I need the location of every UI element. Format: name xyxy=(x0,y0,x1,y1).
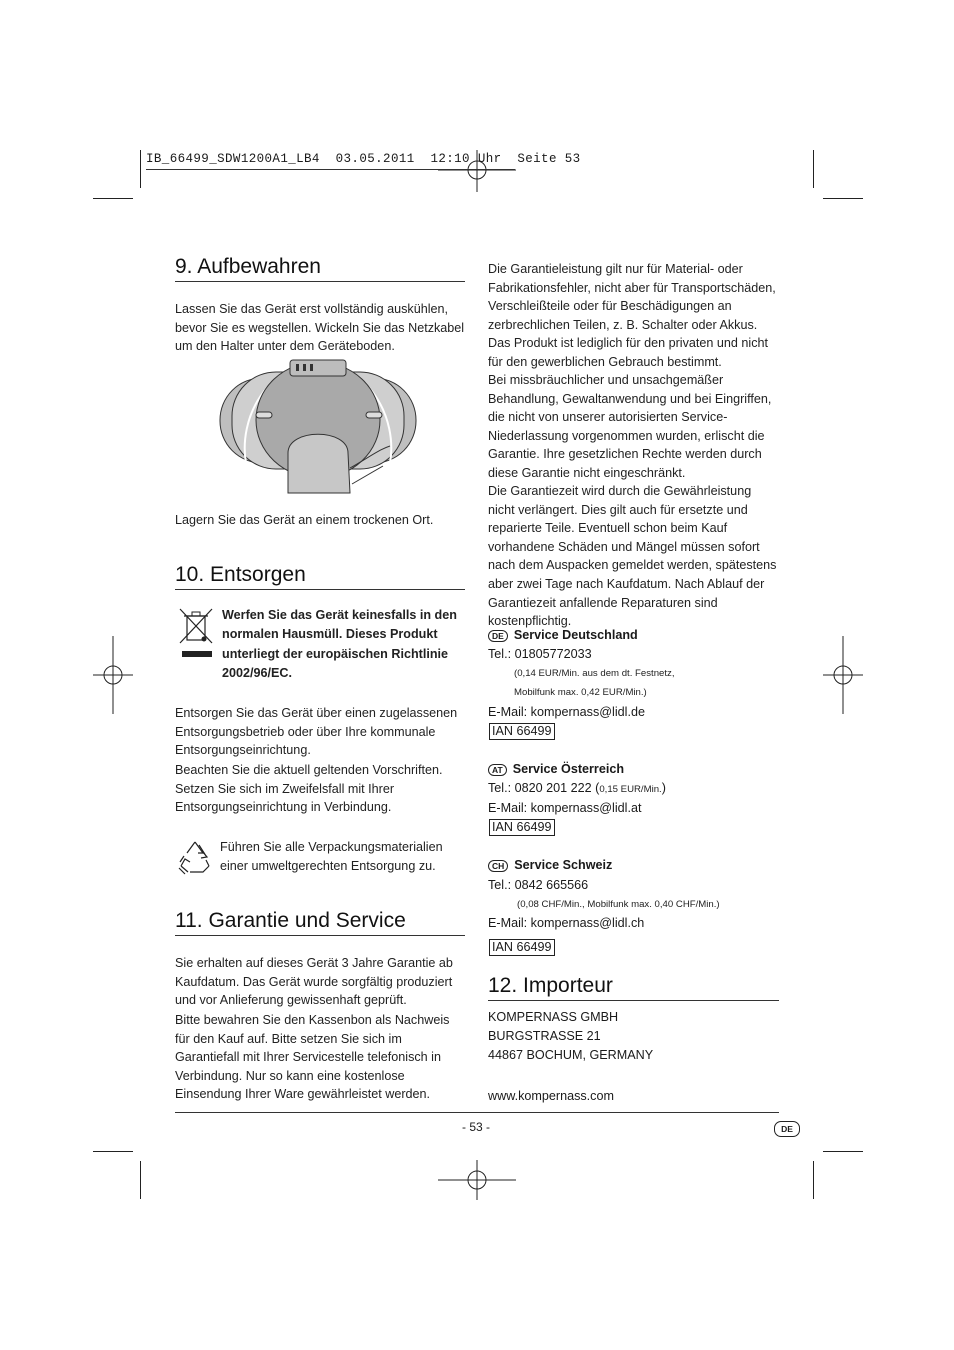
registration-mark-icon xyxy=(823,636,863,714)
section-title-disposal: 10. Entsorgen xyxy=(175,563,306,586)
section-rule xyxy=(488,1000,779,1001)
section-title-warranty: 11. Garantie und Service xyxy=(175,909,406,932)
service-de-rate: (0,14 EUR/Min. aus dem dt. Festnetz, xyxy=(514,668,675,679)
importer-website: www.kompernass.com xyxy=(488,1089,614,1103)
disposal-paragraph: Entsorgen Sie das Gerät über einen zugelassenen Entsorgungsbetrieb oder über Ihre kommunale Entsorgungseinrichtung. xyxy=(175,706,458,758)
slug-rule xyxy=(146,169,515,170)
service-ch-phone: Tel.: 0842 665566 xyxy=(488,878,589,892)
warranty-paragraph-2: Bitte bewahren Sie den Kassenbon als Nachweis für den Kauf auf. Bitte setzen Sie sich im Garantiefall mit Ihrer Servicestelle telefonisch in Verbindung. Nur so kann eine kostenlose Einsendung Ihrer Ware gewährleistet werden. xyxy=(175,1013,450,1102)
registration-mark-icon xyxy=(93,636,133,714)
warranty-paragraph-3: Die Garantieleistung gilt nur für Material- oder Fabrikationsfehler, nicht aber für Transportschäden, Verschleißteile oder für Beschädigungen an zerbrechlichen Teilen, z. B. Schalter oder Akkus. Das Produkt ist lediglich für den privaten und nicht für den gewerblichen Gebrauch bestimmt. xyxy=(488,262,776,369)
service-ch-title: CH Service Schweiz xyxy=(488,856,612,874)
section-rule xyxy=(175,935,465,936)
disposal-paragraph-2: Beachten Sie die aktuell geltenden Vorschriften. Setzen Sie sich im Zweifelsfall mit Ihrer Entsorgungseinrichtung in Verbindung. xyxy=(175,763,443,815)
disposal-warning: Werfen Sie das Gerät keinesfalls in den normalen Hausmüll. Dieses Produkt unterliegt der europäischen Richtlinie 2002/96/EC. xyxy=(222,608,457,681)
ian-box: IAN 66499 xyxy=(489,819,555,836)
service-at-phone: Tel.: 0820 201 222 (0,15 EUR/Min.) xyxy=(488,781,666,795)
service-at-email: E-Mail: kompernass@lidl.at xyxy=(488,801,642,815)
section-title-importer: 12. Importeur xyxy=(488,974,613,997)
service-de-email: E-Mail: kompernass@lidl.de xyxy=(488,705,645,719)
storage-paragraph-2: Lagern Sie das Gerät an einem trockenen Ort. xyxy=(175,513,434,527)
service-ch-email: E-Mail: kompernass@lidl.ch xyxy=(488,916,645,930)
flag-ch-badge: CH xyxy=(488,860,508,872)
warranty-paragraph: Sie erhalten auf dieses Gerät 3 Jahre Garantie ab Kaufdatum. Das Gerät wurde sorgfältig produziert und vor Anlieferung gewissenhaft geprüft. xyxy=(175,956,453,1008)
section-rule xyxy=(175,589,465,590)
registration-mark-icon xyxy=(438,1160,516,1200)
print-slug: IB_66499_SDW1200A1_LB4 03.05.2011 12:10 Uhr Seite 53 xyxy=(146,152,581,166)
crossed-bin-icon xyxy=(178,607,214,659)
warranty-paragraph-4: Bei missbräuchlicher und unsachgemäßer Behandlung, Gewaltanwendung und bei Eingriffen, die nicht von unserer autorisierten Service-Niederlassung vorgenommen wurden, erlischt die Garantie. Ihre gesetzlichen Rechte werden durch diese Garantie nicht eingeschränkt. xyxy=(488,373,772,480)
service-de-phone: Tel.: 01805772033 xyxy=(488,647,592,661)
importer-name: KOMPERNASS GMBH xyxy=(488,1010,619,1024)
service-de-rate-mobile: Mobilfunk max. 0,42 EUR/Min.) xyxy=(514,687,647,698)
service-ch-rate: (0,08 CHF/Min., Mobilfunk max. 0,40 CHF/Min.) xyxy=(517,899,720,910)
storage-paragraph: Lassen Sie das Gerät erst vollständig auskühlen, bevor Sie es wegstellen. Wickeln Sie das Netzkabel um den Halter unter dem Geräteboden. xyxy=(175,302,465,354)
importer-city: 44867 BOCHUM, GERMANY xyxy=(488,1048,654,1062)
ian-box: IAN 66499 xyxy=(489,939,555,956)
device-illustration xyxy=(218,358,418,493)
language-badge: DE xyxy=(774,1121,800,1137)
footer-rule xyxy=(175,1112,779,1113)
service-at-title: AT Service Österreich xyxy=(488,760,624,778)
section-title-storage: 9. Aufbewahren xyxy=(175,255,321,278)
warranty-paragraph-5: Die Garantiezeit wird durch die Gewährleistung nicht verlängert. Dies gilt auch für ersetzte und reparierte Teile. Eventuell schon beim Kauf vorhandene Schäden und Mängel müssen sofort nach dem Auspacken gemeldet werden, spätestens aber zwei Tage nach Kaufdatum. Nach Ablauf der Garantiezeit anfallende Reparaturen sind kostenpflichtig. xyxy=(488,484,777,629)
recycling-icon xyxy=(176,838,214,876)
flag-de-badge: DE xyxy=(488,630,508,642)
service-de-title: DE Service Deutschland xyxy=(488,626,638,644)
recycling-text: Führen Sie alle Verpackungsmaterialien einer umweltgerechten Entsorgung zu. xyxy=(220,840,443,873)
importer-street: BURGSTRASSE 21 xyxy=(488,1029,601,1043)
section-rule xyxy=(175,281,465,282)
page-number: - 53 - xyxy=(462,1120,491,1134)
ian-box: IAN 66499 xyxy=(489,723,555,740)
flag-at-badge: AT xyxy=(488,764,507,776)
